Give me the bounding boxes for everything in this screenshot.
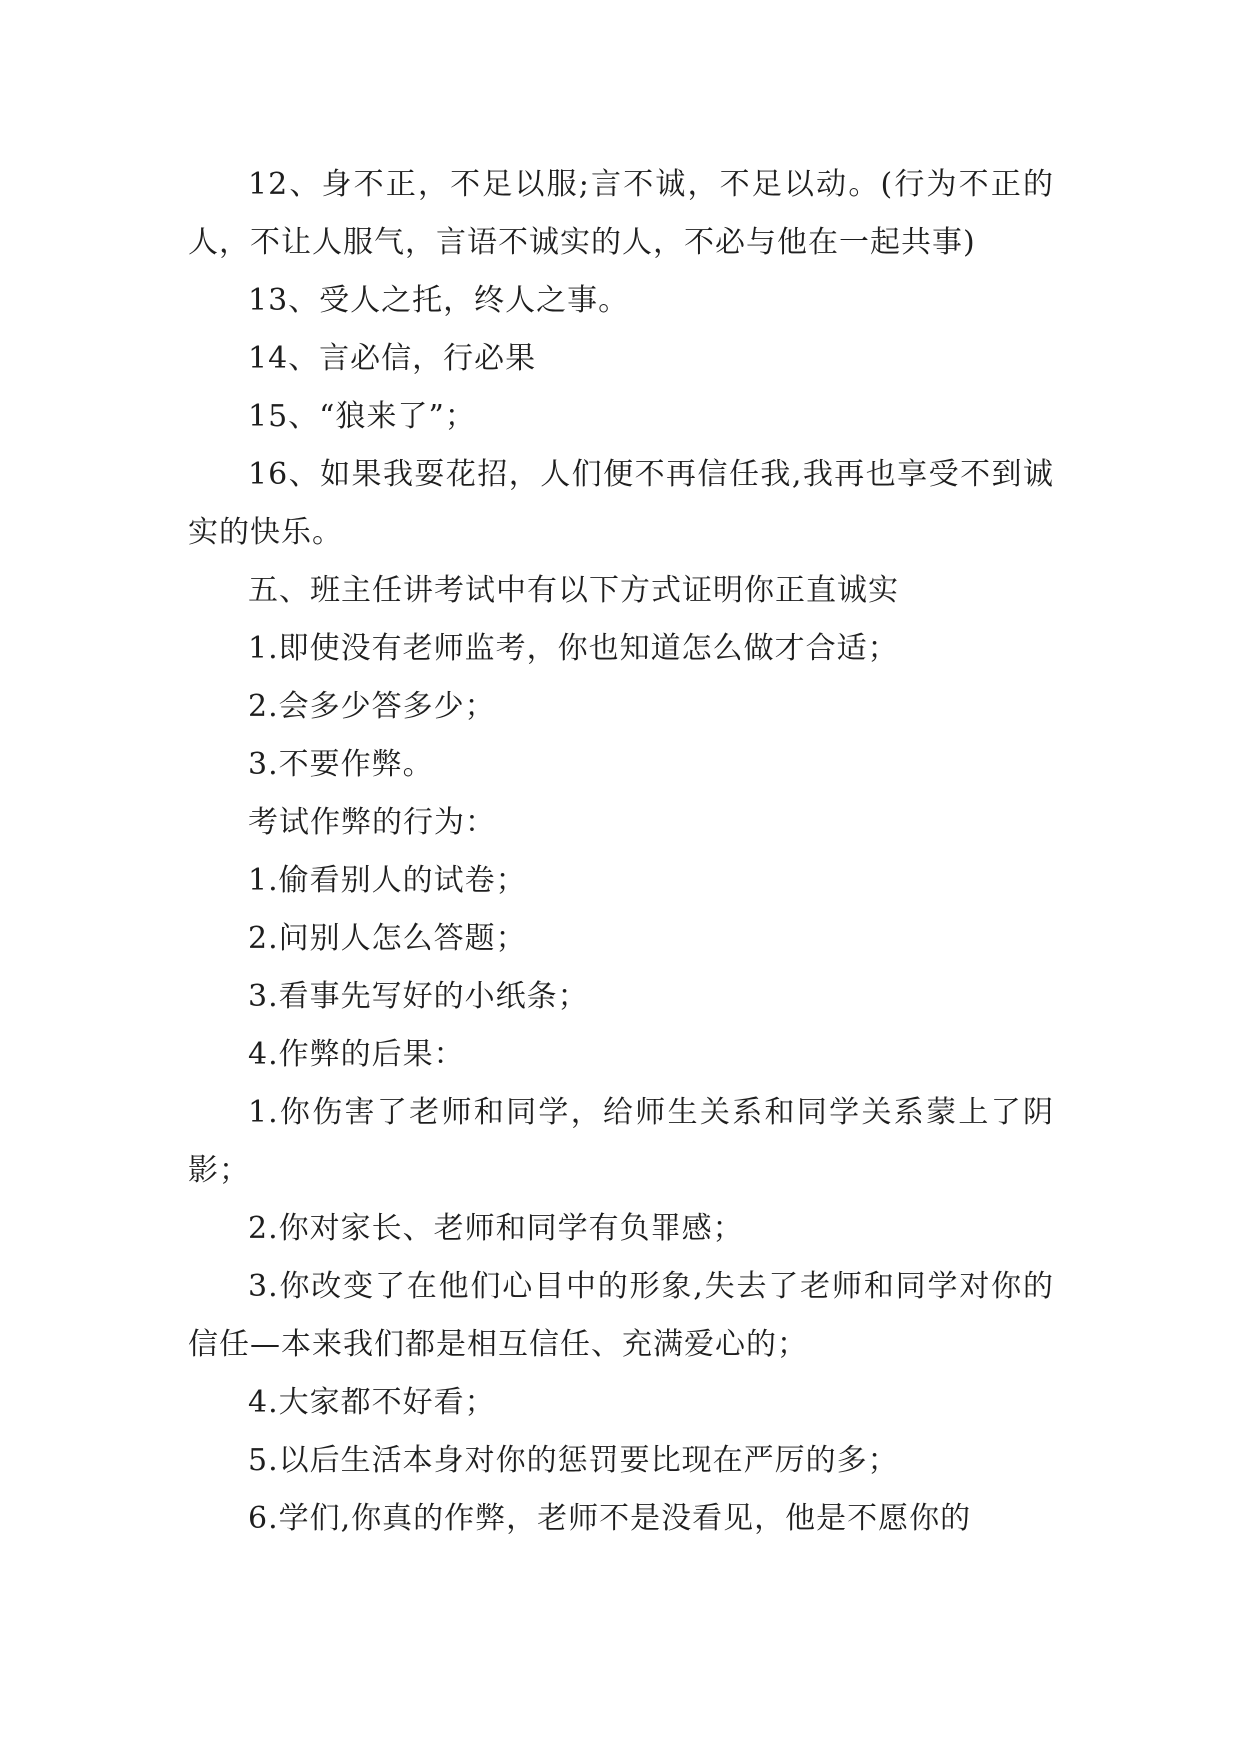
paragraph-13: 13、受人之托，终人之事。 [248,283,630,318]
cheating-consequences-heading: 4.作弊的后果： [248,1037,465,1072]
consequence-item-4: 4.大家都不好看； [248,1385,496,1420]
paragraph-12: 12、身不正，不足以服;言不诚，不足以动。(行为不正的人，不让人服气，言语不诚实的人，不必与他在一起共事) [188,167,1054,260]
cheating-item-1: 1.偷看别人的试卷； [248,863,527,898]
paragraph-15: 15、“狼来了”； [248,399,476,434]
paragraph-14: 14、言必信，行必果 [248,341,537,376]
consequence-item-5: 5.以后生活本身对你的惩罚要比现在严厉的多； [248,1443,899,1478]
paragraph-16: 16、如果我耍花招，人们便不再信任我,我再也享受不到诚实的快乐。 [188,457,1054,550]
honesty-item-3: 3.不要作弊。 [248,747,434,782]
honesty-item-1: 1.即使没有老师监考，你也知道怎么做才合适； [248,631,899,666]
consequence-item-6: 6.学们,你真的作弊，老师不是没看见，他是不愿你的 [248,1501,972,1536]
consequence-item-1: 1.你伤害了老师和同学，给师生关系和同学关系蒙上了阴影； [188,1095,1054,1188]
cheating-behaviors-heading: 考试作弊的行为： [248,805,496,840]
cheating-item-3: 3.看事先写好的小纸条； [248,979,589,1014]
cheating-item-2: 2.问别人怎么答题； [248,921,527,956]
consequence-item-2: 2.你对家长、老师和同学有负罪感； [248,1211,744,1246]
consequence-item-3: 3.你改变了在他们心目中的形象,失去了老师和同学对你的信任—本来我们都是相互信任、充满爱心的； [188,1269,1054,1362]
honesty-item-2: 2.会多少答多少； [248,689,496,724]
section-heading-five: 五、班主任讲考试中有以下方式证明你正直诚实 [248,573,899,608]
document-body [188,156,1054,1548]
